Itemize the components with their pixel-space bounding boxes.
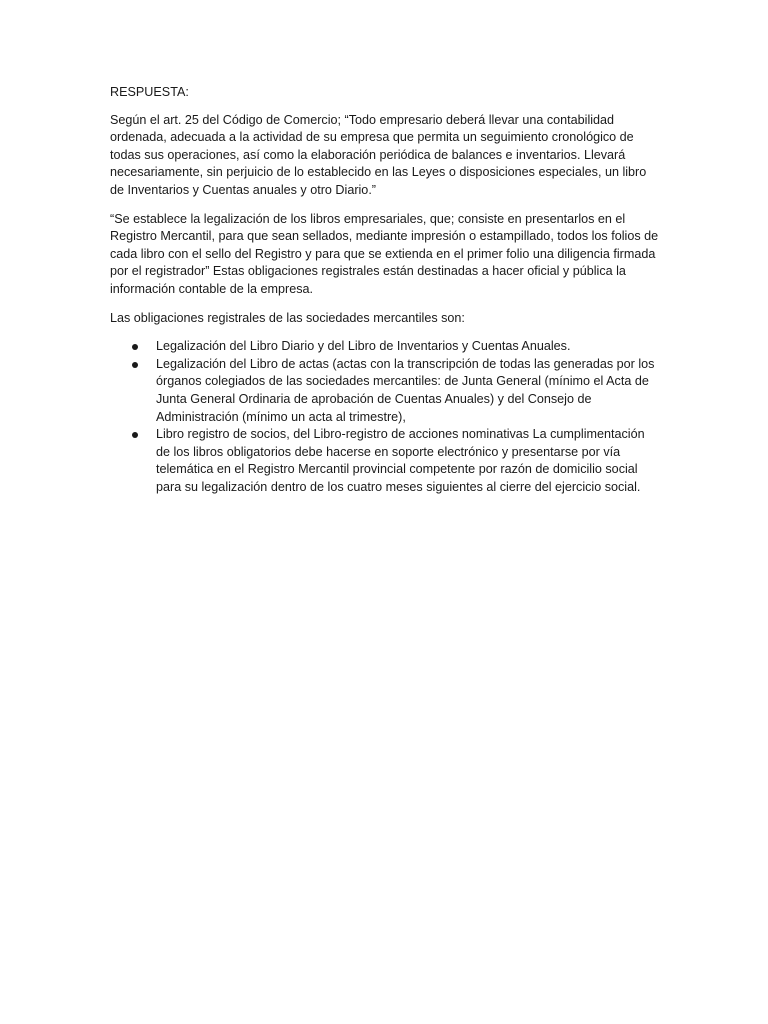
paragraph-codigo-comercio: Según el art. 25 del Código de Comercio; “Todo empresario deberá llevar una contabilidad ordenada, adecuada a la actividad de su empresa que permita un seguimiento cronológico de todas sus operaciones, así como la elaboración periódica de balances e inventarios. Llevará necesariamente, sin perjuicio de lo establecido en las Leyes o disposiciones especiales, un libro de Inventarios y Cuentas anuales y otro Diario.” <box>110 112 647 197</box>
list-item-text: Libro registro de socios, del Libro-registro de acciones nominativas La cumplimentación de los libros obligatorios debe hacerse en soporte electrónico y presentarse por vía telemática en el Registro Mercantil provincial competente por razón de domicilio social para su legalización dentro de los cuatro meses siguientes al cierre del ejercicio social. <box>156 427 645 494</box>
paragraph-legalizacion: “Se establece la legalización de los libros empresariales, que; consiste en presentarlos en el Registro Mercantil, para que sean sellados, mediante impresión o estampillado, todos los folios de cada libro con el sello del Registro y para que se extienda en el primer folio una diligencia firmada por el registrador” Estas obligaciones registrales están destinadas a hacer oficial y pública la información contable de la empresa. <box>110 211 659 296</box>
list-item-text: Legalización del Libro Diario y del Libro de Inventarios y Cuentas Anuales. <box>156 339 571 354</box>
obligaciones-list <box>110 338 660 496</box>
list-item <box>110 338 660 356</box>
list-item <box>110 426 660 496</box>
document-heading: RESPUESTA: <box>110 85 189 99</box>
list-item <box>110 356 660 426</box>
paragraph-obligaciones-intro: Las obligaciones registrales de las sociedades mercantiles son: <box>110 310 465 325</box>
list-item-text: Legalización del Libro de actas (actas con la transcripción de todas las generadas por los órganos colegiados de las sociedades mercantiles: de Junta General (mínimo el Acta de Junta General Ordinaria de aprobación de Cuentas Anuales) y del Consejo de Administración (mínimo un acta al trimestre), <box>156 356 655 424</box>
bullet-icon <box>132 344 138 350</box>
bullet-icon <box>132 362 138 368</box>
document-page <box>110 84 660 496</box>
bullet-icon <box>132 432 138 438</box>
